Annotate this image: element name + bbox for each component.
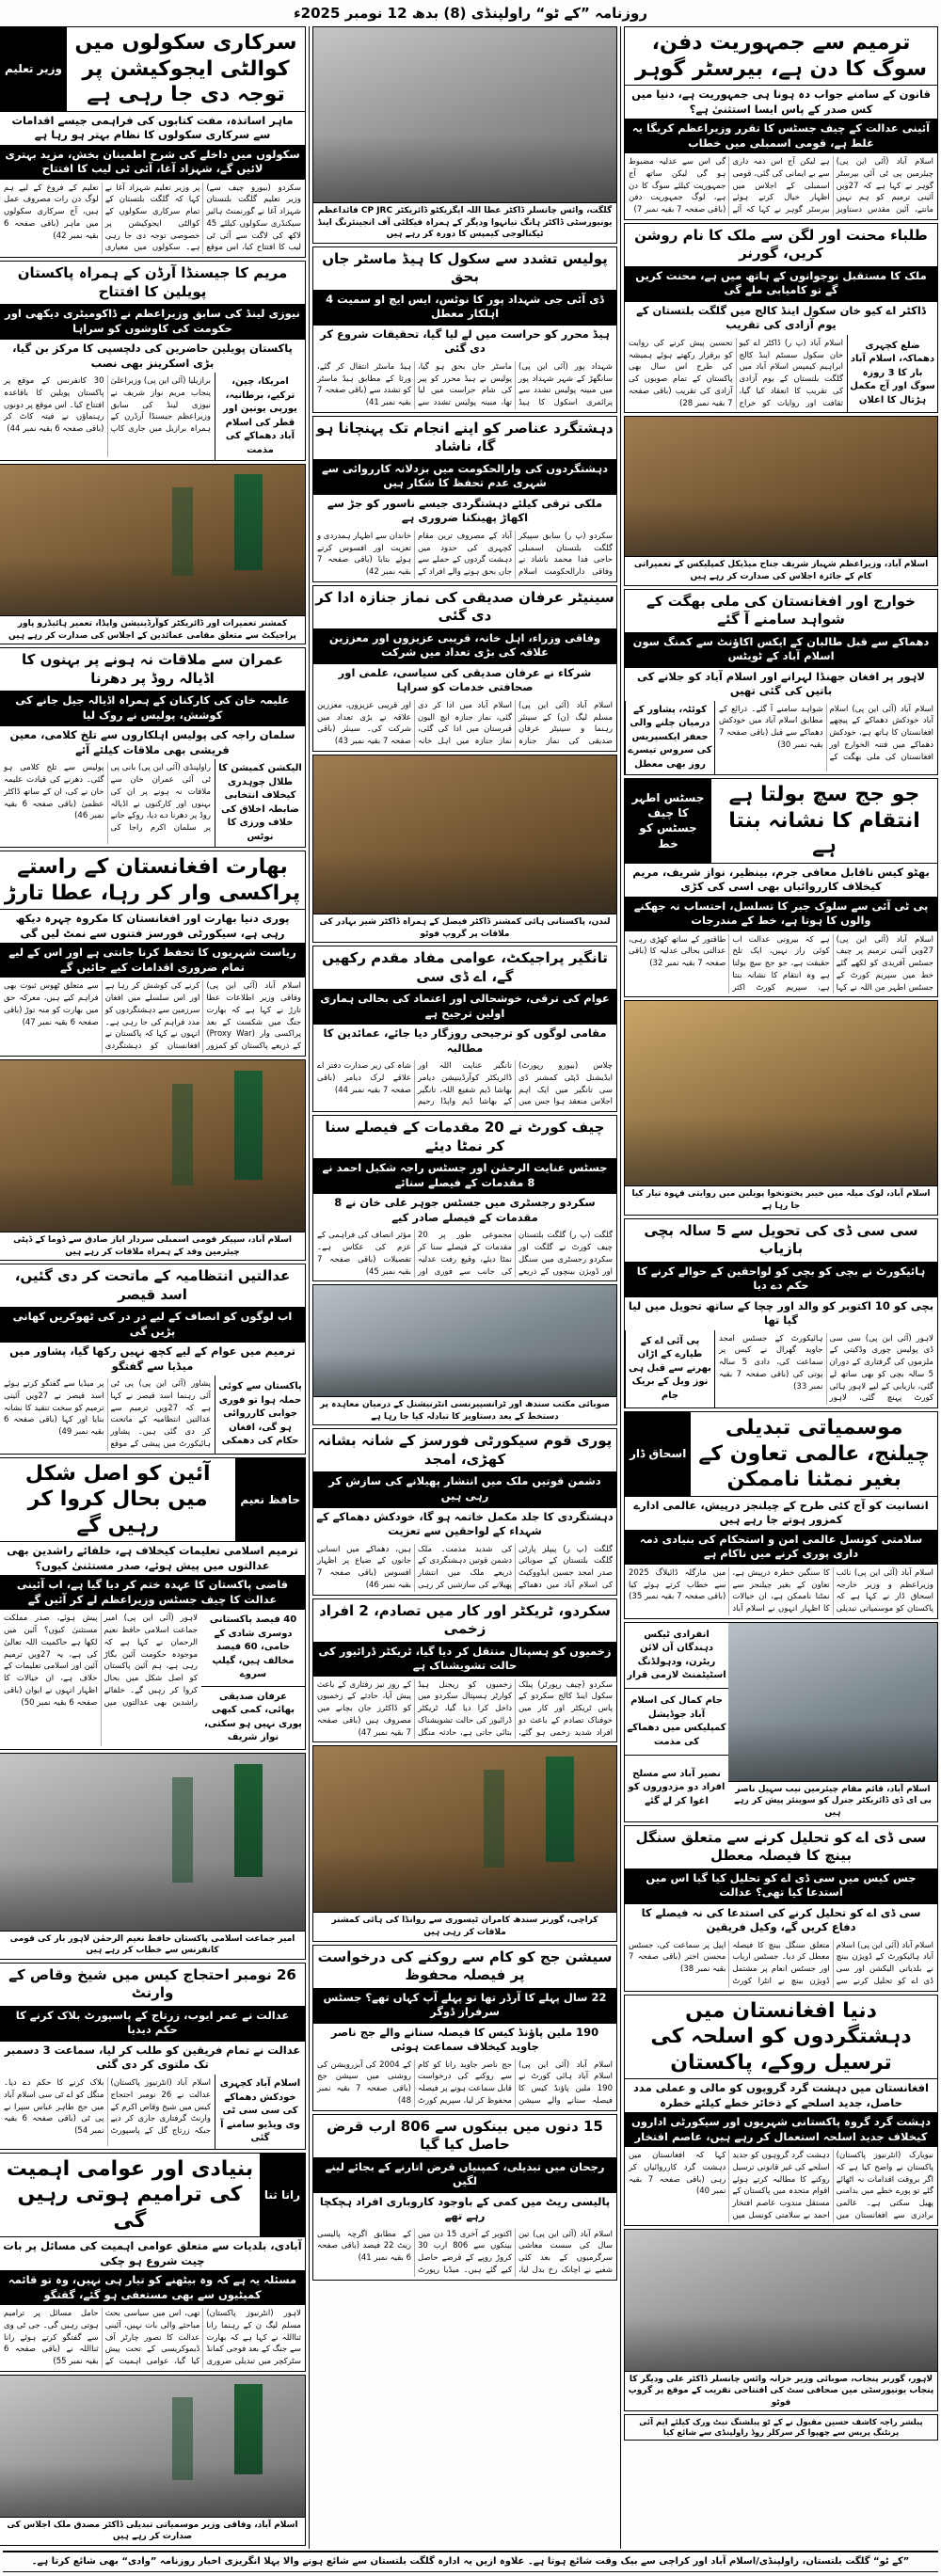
story-nashad-terrorism (312, 416, 617, 582)
subheadline: ڈاکٹر اے کیو خان سکول اینڈ کالج میں گلگت بلتستان کے یوم آزادی کی تقریب (625, 301, 937, 335)
photo-caption: گلگت، وائس چانسلر ڈاکٹر عطا اللہ ایگزیکٹو ڈائریکٹر CP JRC قائداعظم یونیورسٹی ڈاکٹر ہانگ تیانہوا ودیگر کے ہمراہ فیکلٹی آف انجینئرنگ اینڈ ٹیکنالوجی کیمپس کا دورہ کر رہے ہیں (313, 202, 616, 243)
masthead: روزنامہ ”کے ٹو“ راولپنڈی (8) بدھ 12 نومبر 2025ء (294, 5, 647, 22)
story-climate-ishaq-dar (624, 1411, 938, 1619)
black-strip: آئینی عدالت کے چیف جسٹس کا تقرر وزیراعظم کریگا یہ غلط ہے، قومی اسمبلی میں خطاب (625, 119, 937, 153)
headline: دہشتگرد عناصر کو اپنے انجام تک پہنچانا ہو گا، ناشاد (316, 419, 614, 455)
photo-gilgit-campus-visit (312, 26, 617, 244)
subheadline: مقامی لوگوں کو ترجیحی روزگار دیا جائے، عمائدین کا مطالبہ (313, 1024, 616, 1057)
body-text: گلگت (پ ر) گلگت بلتستان چیف کورٹ نے گلگت اور سکردو رجسٹری میں سنگل اور ڈویژن بینچوں کے ذریعے مجموعی طور پر 20 مقدمات کے فیصلے سنا کر نمٹا دیئے، وقیع رفت عدلیہ کی جانب سے فوری اور مؤثر انصاف کی فراہمی کے عزم کی عکاس ہے۔ تفصیلات (باقی صفحہ 7 بقیہ نمبر 45) (317, 1231, 613, 1277)
photo-governor-sindh-rwanda (312, 1745, 617, 1941)
photo-caption: اسلام آباد، وفاقی وزیر موسمیاتی تبدیلی ڈاکٹر مصدق ملک اجلاس کی صدارت کر رہے ہیں (0, 2517, 305, 2545)
photo-caption: امیر جماعت اسلامی پاکستان حافظ نعیم الرحمٰن لاہور بار کی قومی کانفرنس سے خطاب کر رہے ہیں (0, 1931, 305, 1959)
body-text: لاہور (آئی این پی) سی سی ڈی پولیس چوری وڈکیتی کے ملزموں کی گرفتاری کے دوران 5 سالہ بچی کو بھی ساتھ لے گئی، بازیابی کے لیے لاہور ہائی کورٹ پہنچ گئی، لاہور ہائیکورٹ کے جسٹس امجد جاوید گھرال نے کیس پر سماعت کی، دادی 5 سالہ پوتی کی (باقی صفحہ 7 بقیہ نمبر 33) (719, 1333, 933, 1404)
headline: تانگیر پراجیکٹ، عوامی مفاد مقدم رکھیں گے، اے ڈی سی (322, 949, 608, 985)
headline: طلباء محنت اور لگن سے ملک کا نام روشن کریں، گورنر (634, 226, 928, 262)
headline: عدالتیں انتظامیہ کے ماتحت کر دی گئیں، اسد قیصر (14, 1267, 291, 1303)
body-text: گلگت (پ ر) پیپلز پارٹی گلگت بلتستان کے صوبائی صدر امجد حسین ایڈووکیٹ کی اسلام آباد میں دھماکے کی شدید مذمت۔ ملک دشمن قوتیں دہشتگردی کے ذریعے ملک میں انتشار پھیلانے کی سازشیں کر رہی ہیں، دھماکے میں انسانی جانوں کے ضیاع پر اظہار افسوس (باقی صفحہ 7 بقیہ نمبر 46) (317, 1544, 613, 1590)
black-strip: دھماکے سے قبل طالبان کے ایکس اکاؤنٹ سے کمنگ سون اسلام آباد کے ٹویٹس (625, 632, 937, 667)
body-text: اسلام آباد (انٹرنیوز پاکستان) عدالت نے 26 نومبر احتجاج کیس میں شیخ وقاص اکرم کے وارنٹ گرفتاری جاری کر دیے جبکہ زرتاج گل کے پاسپورٹ بلاک کرنے کا حکم دے دیا۔ منگل کو اے ٹی سی اسلام آباد میں جج طاہر عباس سپرا نے پی ٹی (باقی صفحہ 6 بقیہ نمبر 54) (4, 2078, 211, 2136)
body-text: اسلام آباد (آئی این پی) مسلم لیگ (ن) کے سینئر رہنما و سینیٹر عرفان صدیقی کی نماز جنازہ اسلام آباد میں ادا کر دی گئی، نماز جنازہ ایچ الیون قبرستان میں ادا کی گئی، نماز جنازہ میں اہل خانہ اور قریبی عزیزوں، معززین علاقہ نے بڑی تعداد میں شرکت کی۔ سینئر (باقی صفحہ 7 بقیہ نمبر 43) (317, 700, 613, 747)
headline: دنیا افغانستان میں دہشتگردوں کو اسلحہ کی ترسیل روکے، پاکستان (650, 1998, 912, 2075)
black-strip: ہائیکورٹ نے بچی کو بچی کو لواحقین کے حوالے کرنے کا حکم دے دیا (625, 1262, 937, 1296)
story-maryam-jacinda-pavilion (0, 261, 306, 461)
story-quality-education (0, 26, 306, 258)
headline: پولیس تشدد سے سکول کا ہیڈ ماسٹر جاں بحق (322, 249, 608, 286)
headline: جو جج سچ بولتا ہے انتقام کا نشانہ بنتا ہے (728, 783, 920, 859)
photo-london-high-commissioner (312, 755, 617, 943)
headline: سکردو، ٹریکٹر اور کار میں تصادم، 2 افراد زخمی (319, 1601, 611, 1638)
body-text: راولپنڈی (آئی این پی) بانی پی ٹی آئی عمران خان سے ملاقات نہ ہونے پر ان کی بہنوں اور کارکنوں نے اڈیالہ روڈ پر دھرنا دے دیا، روکے جانے پر سلمان اکرم راجا کی پولیس سے تلخ کلامی ہو گئی۔ دھرنے کی قیادت علیمہ خان نے کی، ان کے ساتھ ڈاکٹر عظمیٰ (باقی صفحہ 6 بقیہ نمبر 46) (4, 763, 211, 834)
subheadline: قانون کے سامنے جواب دہ ہونا ہی جمہوریت ہے، دنیا میں کس صدر کے پاس ایسا استثنیٰ ہے؟ (625, 85, 937, 119)
subheadline: ہیڈ محرر کو حراست میں لے لیا گیا، تحقیقات شروع کر دی گئی (313, 325, 616, 358)
body-text: سکردو (پ ر) سابق سپیکر گلگت بلتستان اسمبلی حاجی فدا محمد ناشاد نے وفاقی دارالحکومت اسلام آباد کے مصروف ترین مقام کچہری کی حدود میں دہشت گردوں کے حملے سے جاں بحق ہونے والے افراد کے خاندان سے اظہار ہمدردی و تعزیت اور افسوس کرتے ہوئے بتایا (باقی صفحہ 7 بقیہ نمبر 42) (317, 531, 613, 578)
subheadline: پوری دنیا بھارت اور افغانستان کا مکروہ چہرہ دیکھ رہی ہے، سیکورٹی فورسز فتنوں سے نمٹ لیں گی (0, 909, 305, 943)
headline: 26 نومبر احتجاج کیس میں شیخ وقاص کے وارنٹ (8, 1965, 296, 2002)
photo-placeholder (0, 1754, 305, 1931)
photo-caption: اسلام آباد، وزیراعظم شہباز شریف جناح میڈیکل کمپلیکس کے تعمیراتی کام کے جائزہ اجلاس کی صدارت کر رہے ہیں (625, 556, 937, 584)
black-strip: عوام کی ترقی، خوشحالی اور اعتماد کی بحالی ہماری اولین ترجیح ہے (313, 989, 616, 1024)
photo-placeholder (313, 1285, 616, 1396)
column-rule (309, 26, 310, 2549)
mini-headline-nawaz-siddiqui: عرفان صدیقی بھائی، کمی کبھی پوری نہیں ہو سکتی، نواز شریف (204, 1691, 302, 1743)
story-tangir-project (312, 946, 617, 1112)
subheadline: لاہور پر افغان جھنڈا لہرانے اور اسلام آباد کو جلانے کی باتیں کی گئی تھیں (625, 667, 937, 701)
column-left (0, 26, 306, 2549)
headline: سی سی ڈی کی تحویل سے 5 سالہ بچی بازیاب (644, 1221, 918, 1258)
black-strip: جسٹس عنایت الرحمٰن اور جسٹس راجہ شکیل احمد نے 8 مقدمات کے فیصلے سنائے (313, 1158, 616, 1193)
photo-mou-exchange (312, 1284, 617, 1425)
photo-wapda-jirga-meeting (0, 464, 306, 644)
story-amjad-security-forces (312, 1428, 617, 1595)
badge-rana-sana: رانا ثنا (260, 2154, 305, 2237)
black-strip: وفاقی وزراء، اہل خانہ، قریبی عزیزوں اور معززین علاقہ کی بڑی تعداد میں شرکت (313, 628, 616, 663)
photo-folk-festival-qahwa (624, 1000, 938, 1215)
story-session-judge-decision (312, 1945, 617, 2111)
story-india-proxy-war-banner (0, 851, 306, 1057)
photo-caption: اسلام آباد، لوک میلہ میں خیبر پختونخوا پویلین میں روایتی قہوہ تیار کیا جا رہا ہے (625, 1185, 937, 1214)
black-strip: قاضی پاکستان کا عہدہ ختم کر دیا گیا ہے، اب آئینی عدالت کا چیف جسٹس وزیراعظم لے کر آئیں گے (0, 1575, 305, 1610)
mini-headline-afghan-threat: پاکستان سے کوئی حملہ ہوا تو فوری جوابی کارروائی ہو گی، افغان حکام کی دھمکی (215, 1375, 305, 1454)
story-806-billion-loans (312, 2114, 617, 2281)
body-text: اسلام آباد (آئی این پی) چیئرمین پی ٹی آئی بیرسٹر گوہر نے کہا ہے کہ 27ویں آئینی ترمیم کو ہم نہیں مانتے، آئین مقدس دستاویز ہے لیکن آج اس ذمہ داری سے بے ایمانی کی گئی، قومی اسمبلی کے اجلاس میں اظہار خیال کرتے ہوئے بیرسٹر گوہر نے کہا کہ آئے گی اس سے عدلیہ مضبوط ہو گی لیکن ساتھ آج جمہوریت کیلئے سوگ کا دن ہے، لوگ جمہوریت دفن (باقی صفحہ 7 بقیہ نمبر 7) (629, 157, 933, 215)
black-strip: زخمیوں کو ہسپتال منتقل کر دیا گیا، ٹریکٹر ڈرائیور کی حالت تشویشناک ہے (313, 1642, 616, 1677)
story-asad-qaiser-courts (0, 1264, 306, 1455)
mini-headline-naseerabad-abduction: نصیر آباد سے مسلح افراد دو مزدوروں کو اغوا کر لے گئے (628, 1768, 726, 1806)
body-text: شہداد پور (آئی این پی) سانگھڑ کے شہر شہداد پور میں مبینہ پولیس تشدد سے پرائمری اسکول کا ہیڈ ماسٹر جاں بحق ہو گیا، پولیس نے ہیڈ محرر کو پیر کی شام حراست میں لیا تھا، مبینہ پولیس تشدد سے ہیڈ ماسٹر انتقال کر گئے، ورثا کے مطابق ہیڈ ماسٹر کو تشدد سے (باقی صفحہ 7 بقیہ نمبر 41) (317, 361, 613, 408)
photo-caption: کمشنر تعمیرات اور ڈائریکٹر کوآرڈینیشن واپڈا، تعمیر ہائیڈرو پاور پراجیکٹ سے متعلق مقامی عمائدین کے اجلاس کی صدارت کر رہے ہیں (0, 615, 305, 644)
subheadline: آبادی، بلدیات سے متعلق عوامی اہمیت کی مسائل پر بات چیت شروع ہو چکی (0, 2236, 305, 2270)
black-strip: عدالت نے عمر ایوب، زرتاج کے پاسپورٹ بلاک کرنے کا حکم دیدیا (0, 2006, 305, 2041)
mini-headline-pia-brakes: پی آئی اے کے طیارے کے اڑان بھرنے سے قبل ہی نوز ویل کے بریک جام (625, 1330, 715, 1408)
story-ccd-girl-recovered (624, 1218, 938, 1409)
black-strip: رجحان میں تبدیلی، کمپنیاں قرض اتارنے کے بجائے لینے لگیں (313, 2157, 616, 2192)
photo-caption: اسلام آباد، سپیکر قومی اسمبلی سردار ایاز صادق سے ڈوما کے ڈپٹی چیئرمین وفد کے ہمراہ ملاقات کر رہے ہیں (0, 1232, 305, 1260)
photo-musadik-malik-meeting (0, 2375, 306, 2546)
photo-placeholder (0, 465, 305, 615)
story-headmaster-police-violence (312, 246, 617, 413)
body-text: اسلام آباد (آئی این پی) اسلام آباد ہائیکورٹ کے ڈویژن بینچ نے بلدیاتی الیکشن اور سی ڈی اے کو تحلیل کرنے سے متعلق سنگل بینچ کا فیصلہ معطل کر دیا۔ جسٹس ارباب اور جسٹس انعام پر مشتمل ڈویژن بینچ نے انٹرا کورٹ اپیل پر سماعت کی، جسٹس محسن اختر (باقی صفحہ 7 بقیہ نمبر 38) (629, 1940, 933, 1986)
story-adiala-road-sitin (0, 647, 306, 848)
mini-headline-ecp-talal-notice: الیکشن کمیشن کا طلال چوہدری کیخلاف انتخابی ضابطہ اخلاق کی خلاف ورزی کا نوٹس (215, 759, 305, 847)
photo-placeholder (313, 755, 616, 914)
black-strip: 22 سال پہلے کا آرڈر تھا تو پہلے آپ کہاں تھے؟ جسٹس سرفراز ڈوگر (313, 1988, 616, 2023)
subheadline: انسانیت کو آج کئی طرح کے چیلنجز درپیش، عالمی ادارے کمزور ہوتے جا رہے ہیں (625, 1496, 937, 1530)
body-text: پشاور (آئی این پی) پی ٹی آئی رہنما اسد قیصر نے کہا ہے کہ 27ویں ترمیم سے عدالتیں انتظامیہ کے ماتحت کر دی گئی ہیں۔ پشاور ہائیکورٹ میں پیشی کے موقع پر میڈیا سے گفتگو کرتے ہوئے اسد قیصر نے 27ویں آئینی ترمیم کو سخت تنقید کا نشانہ بنایا اور کہا (باقی صفحہ 6 بقیہ نمبر 49) (4, 1379, 211, 1449)
headline: بنیادی اور عوامی اہمیت کی ترامیم ہوتی رہیں گی (6, 2156, 254, 2233)
black-strip: سکولوں میں داخلے کی شرح اطمینان بخش، مزید بہتری لائیں گے، شہزاد آغا، آئی ٹی لیب کا افتتاح (0, 145, 305, 180)
subheadline: عدالت نے تمام فریقین کو طلب کر لیا، سماعت 3 دسمبر تک ملتوی کر دی گئی (0, 2041, 305, 2075)
mini-headline-jaffar-express: کوئٹہ، پشاور کے درمیان چلنے والی جعفر ایکسپریس کی سروس تیسرے روز بھی معطل (625, 701, 715, 775)
body-text: اسلام آباد (آئی این پی) اسلام آباد ہائی کورٹ نے 190 ملین پاؤنڈ کیس کا فیصلہ سنانے والے سیشن جج ناصر جاوید رانا کو کام سے روکنے کی درخواست قابل سماعت ہونے پر فیصلہ محفوظ کر لیا، سپریم کورٹ کے 2004 کی آبزرویشن کی روشنی میں سیشن جج (باقی صفحہ 7 بقیہ نمبر 48) (317, 2059, 613, 2106)
headline: چیف کورٹ نے 20 مقدمات کے فیصلے سنا کر نمٹا دیئے (325, 1119, 605, 1154)
mini-headline-cctv-video: اسلام آباد کچہری خودکش دھماکے کی سی سی ٹی وی ویڈیو سامنے آ گئی (215, 2075, 305, 2149)
headline: ترمیم سے جمہوریت دفن، سوگ کا دن ہے، بیرسٹر گوہر (635, 31, 927, 81)
mini-column (201, 1610, 305, 1749)
badge-education-minister: وزیر تعلیم (0, 27, 67, 111)
headline: بھارت افغانستان کے راستے پراکسی وار کر رہا، عطا تارڑ (4, 855, 301, 905)
black-strip: دشمن قوتیں ملک میں انتشار پھیلانے کی سازش کر رہی ہیں (313, 1471, 616, 1506)
photo-caption: کراچی، گورنر سندھ کامران ٹیسوری سے روانڈا کی ہائی کمشنر ملاقات کر رہی ہیں (313, 1912, 616, 1940)
story-cda-single-bench (624, 1825, 938, 1992)
mini-headline-blast-condemnation: امریکا، چین، ترکیے، برطانیہ، یورپی یونین اور قطر کی اسلام آباد دھماکے کی مذمت (215, 373, 305, 460)
subheadline: بھٹو کیس ناقابل معافی جرم، بینظیر، نواز شریف، مریم کیخلاف کارروائیاں بھی اسی کی کڑی (625, 863, 937, 897)
column-right (624, 26, 938, 2443)
footer-imprint-line: ”کے ٹو“ گلگت بلتستان، راولپنڈی/اسلام آباد اور کراچی سے بیک وقت شائع ہوتا ہے۔ علاوہ ازیں یہ ادارہ گلگت بلتستان سے شائع ہونے والا پہلا انگریزی اخبار روزنامہ ”وادی“ بھی شائع کرتا ہے۔ (3, 2551, 938, 2572)
body-text: نیویارک (انٹرنیوز پاکستان) پاکستان نے واضح کیا ہے کہ اگر بروقت اقدامات نہ اٹھائے گئے تو پورے خطے میں بدامنی پھیل سکتی ہے۔ عالمی برادری سے افغانستان میں دہشت گرد گروہوں کو جدید اسلحے کی غیر قانونی ترسیل روکنے کا مطالبہ کرتے ہوئے اقوام متحدہ میں پاکستان کے مستقل مندوب عاصم افتخار احمد نے سلامتی کونسل میں کہا کہ افغانستان میں دہشت گرد کارروائیاں کر رہی (باقی صفحہ 7 بقیہ نمبر 40) (629, 2151, 933, 2220)
body-text: اسلام آباد (آئی این پی) اسلام آباد خودکش دھماکے کے پیچھے افغانستان کا ہاتھ ہے، خودکش دھماکے میں فتنہ الخوارج اور افغانستان کی ملی بھگت کے شواہد سامنے آ گئے۔ ذرائع کے مطابق اسلام آباد میں خودکش دھماکے سے قبل (باقی صفحہ 7 بقیہ نمبر 30) (719, 704, 933, 762)
photo-nab-souvenir (728, 1623, 937, 1821)
column-center (312, 26, 617, 2283)
publisher-line: پبلشر راجہ کاشف حسین مقبول نے کے ٹو پبلشنگ نیٹ ورک کیلئے ایم آئی پرنٹنگ پریس سے چھپوا کر سرکلر روڈ راولپنڈی سے شائع کیا (624, 2414, 938, 2441)
mini-headline-jam-kamal: جام کمال کی اسلام آباد جوڈیشل کمپلیکس میں دھماکے کی مذمت (625, 1689, 728, 1756)
subheadline: ترمیم اسلامی تعلیمات کیخلاف ہے، خلفائے راشدین بھی عدالتوں میں پیش ہوئے، صدر مستثنیٰ کیوں؟ (0, 1541, 305, 1575)
headline: سیشن جج کو کام سے روکنے کی درخواست پر فیصلہ محفوظ (317, 1948, 613, 1983)
subheadline: پالیسی ریٹ میں کمی کے باوجود کاروباری افراد ہچکچا رہے تھے (313, 2192, 616, 2226)
photo-nab-souvenir-with-minis (624, 1622, 938, 1822)
story-irfan-siddiqui-funeral (312, 585, 617, 752)
story-sheikh-waqas-warrants (0, 1963, 306, 2150)
column-rule (620, 26, 621, 2549)
subheadline: ترمیم میں عوام کے لیے کچھ نہیں رکھا گیا، پشاور میں میڈیا سے گفتگو (0, 1342, 305, 1375)
mini-headline-fbr-returns: انفرادی ٹیکس دہندگان آن لائن ریٹرن، ودہولڈنگ اسٹیٹمنٹ لازمی قرار (625, 1623, 728, 1690)
black-strip: پی ٹی آئی سے سلوک جبر کا تسلسل، احتساب نہ جھکنے والوں کا ہوتا ہے، خط کے مندرجات (625, 897, 937, 931)
story-chief-court-20-cases (312, 1115, 617, 1281)
black-strip: ڈی آئی جی شہداد پور کا نوٹس، ایس ایچ او سمیت 4 اہلکار معطل (313, 290, 616, 325)
story-skardu-tractor-collision (312, 1598, 617, 1743)
black-strip: جس کیس میں سی ڈی اے کو تحلیل کیا گیا اس میں استدعا کیا تھی؟ عدالت (625, 1868, 937, 1903)
subheadline: سلمان راجہ کی پولیس اہلکاروں سے تلخ کلامی، معین قریشی بھی ملاقات کیلئے آئے (0, 725, 305, 759)
black-strip: مسئلہ یہ ہے کہ وہ بیٹھنے کو تیار ہی نہیں، وہ تو قائمہ کمیٹیوں سے بھی مستعفی ہو گئے، گفتگو (0, 2270, 305, 2305)
mini-headline-kachehri-strike: ضلع کچہری دھماکہ، اسلام آباد بار کا 3 روزہ سوگ اور آج مکمل ہڑتال کا اعلان (847, 335, 937, 413)
body-text: سکردو (چیف رپورٹر) پبلک سکول اینڈ کالج سکردو کے پاس ٹریکٹر اور کار میں خوفناک تصادم کے باعث دو افراد شدید زخمی ہو گئے، زخمیوں کو ریجنل ہیڈ کوارٹر ہسپتال سکردو میں داخل کرا دیا گیا، ٹریکٹر ڈرائیور کی حالت تشویشناک بتائی جاتی ہے، حادثہ منگل کے روز تیز رفتاری کے باعث پیش آیا، حادثے کے زخمیوں کو ڈاکٹرز جان بچانے میں مصروف ہیں (باقی صفحہ 7 بقیہ نمبر 47) (317, 1679, 613, 1738)
subheadline: ملکی ترقی کیلئے دہشتگردی جیسے ناسور کو جڑ سے اکھاڑ پھینکنا ضروری ہے (313, 494, 616, 528)
body-text: اسلام آباد (آئی این پی) وفاقی وزیر اطلاعات عطا تارڑ نے کہا ہے کہ بھارت جنگ میں شکست کے بعد پراکسی وار (Proxy War) کے ذریعے پاکستان کو کمزور کرنے کی کوشش کر رہا ہے اور اس سلسلے میں افغان سرزمین سے دہشتگردوں کو مدد فراہم کی جا رہی ہے۔ انہوں نے کہا کہ پاکستان نے افغانستان کو دہشتگردی سے متعلق ٹھوس ثبوت بھی فراہم کیے ہیں، معرکہ حق میں بھارت کو منہ توڑ (باقی صفحہ 6 بقیہ نمبر 47) (4, 981, 301, 1052)
badge-ishaq-dar: اسحاق ڈار (625, 1412, 691, 1496)
headline: خوارج اور افغانستان کی ملی بھگت کے شواہد سامنے آ گئے (646, 592, 916, 628)
headline: سرکاری سکولوں میں کوالٹی ایجوکیشن پر توجہ دی جا رہی ہے (74, 31, 297, 106)
subheadline: پاکستان پویلین حاضرین کی دلچسپی کا مرکز بن گیا، بڑی اسکرینز بھی نصب (0, 339, 305, 373)
body-text: سکردو (بیورو چیف سے) وزیر تعلیم گلگت بلتستان شہزاد آغا نے گورنمنٹ ہائیر سیکنڈری سکولوں کیلئے 45 لاکھ کی لاگت سے آئی ٹی لیب کا افتتاح کیا، اس موقع پر وزیر تعلیم شہزاد آغا نے کہا کہ گلگت بلتستان کے تمام سرکاری سکولوں کے کوالٹی ایجوکیشن پر خصوصی توجہ دی جا رہی ہے۔ سکولوں میں معیاری تعلیم کے فروغ کے لیے ہم لوگ دن رات مصروف عمل ہیں، آج سرکاری سکولوں میں ماہر (باقی صفحہ 6 بقیہ نمبر 42) (4, 183, 301, 253)
black-strip: دہشتگردوں کی وارالحکومت میں بزدلانہ کارروائی سے شہری عدم تحفظ کا شکار ہیں (313, 459, 616, 494)
photo-speaker-duma-delegation (0, 1059, 306, 1261)
photo-placeholder (728, 1623, 937, 1781)
subheadline: دہشتگردی کا جلد مکمل خاتمہ ہو گا، خودکش دھماکے کے شہداء کے لواحقین سے تعزیت (313, 1507, 616, 1541)
story-un-arms-afghanistan (624, 1995, 938, 2226)
body-text: لاہور (انٹرنیوز پاکستان) مسلم لیگ ن کے رہنما رانا ثنااللہ نے کہا ہے کہ بھارت سے جنگ کے بعد فوجی کمانڈ سٹرکچر میں تبدیلی ضروری تھی، اس میں سیاسی بحث مباحثے والی بات نہیں، آئینی عدالت کا تصور چارٹر آف ڈیموکریسی کے تحت پیش کیا گیا، عوامی اہمیت کے حامل مسائل پر ترامیم ہوتی رہیں گی۔ جی ٹی وی سے گفتگو کرتے ہوئے رانا ثنااللہ نے (باقی صفحہ 6 بقیہ نمبر 55) (4, 2309, 301, 2367)
black-strip: اب لوگوں کو انصاف کے لیے در در کی ٹھوکریں کھانی پڑیں گی (0, 1307, 305, 1342)
photo-placeholder (625, 417, 937, 556)
black-strip: ملک کا مستقبل نوجوانوں کے ہاتھ میں ہے، محنت کریں گے تو کامیابی ملے گی (625, 266, 937, 301)
headline: آئین کو اصل شکل میں بحال کروا کر رہیں گے (24, 1461, 211, 1537)
subheadline: 190 ملین پاؤنڈ کیس کا فیصلہ سنانے والے جج ناصر جاوید کیخلاف سماعت ہوئی (313, 2023, 616, 2057)
badge-justice-athar: جسٹس اطہر کا چیف جسٹس کو خط (625, 779, 711, 863)
body-text: چلاس (بیورو رپورٹ) ایڈیشنل ڈپٹی کمشنر ڈی سی تانگیر میں ایک اہم اجلاس منعقد ہوا جس میں تانگیر عنایت اللہ اور ڈائریکٹر کوآرڈینیشن دیامر بھاشا ڈیم شفیع اللہ، تانگیر کے بھاشا ڈیم واپڈا رحیم شاہ کی زیر صدارت دفتر اے علاقے لرک دیامر (باقی صفحہ 7 بقیہ نمبر 44) (317, 1061, 613, 1107)
badge-hafiz-naeem: حافظ نعیم (235, 1458, 305, 1542)
photo-hafiz-naeem-press-conference (0, 1753, 306, 1960)
subheadline: افغانستان میں دہشت گرد گروپوں کو مالی و عملی مدد حاصل، جدید اسلحے کے ذخائر خطے کیلئے خطرہ (625, 2078, 937, 2112)
body-text: لاہور (آئی این پی) امیر جماعت اسلامی حافظ نعیم الرحمان نے کہا ہے کہ موجودہ حکومت آئین بگاڑ رہی ہے، ہم آئین پاکستان کو اصل شکل میں بحال کروا کر رہیں گے۔ خلفائے راشدین بھی عدالتوں میں پیش ہوئے، صدر مملکت مستثنیٰ کیوں؟ آئین میں لکھا ہے حاکمیت اللہ تعالیٰ کی ہے، یہ 27ویں ترمیم آئین اور اسلامی تعلیمات کے خلاف ہے، ان خیالات کا اظہار انہوں نے ایوان (باقی صفحہ 6 بقیہ نمبر 50) (4, 1614, 198, 1708)
headline: سی ڈی اے کو تحلیل کرنے سے متعلق سنگل بینچ کا فیصلہ معطل (635, 1828, 927, 1865)
mini-headline-gallup-survey: 40 فیصد پاکستانی دوسری شادی کے حامی، 60 فیصد مخالف ہیں، گیلپ سروے (201, 1610, 305, 1687)
photo-caption: لندن، پاکستانی ہائی کمشنر ڈاکٹر فیصل کے ہمراہ ڈاکٹر شیر بہادر کی ملاقات پر گروپ فوٹو (313, 914, 616, 942)
subheadline: سکردو رجسٹری میں جسٹس جوہر علی خان نے 8 مقدمات کے فیصلے صادر کیے (313, 1193, 616, 1227)
story-governor-students (624, 223, 938, 414)
photo-caption: لاہور، گورنر پنجاب، صوبائی وزیر خزانہ وائس چانسلر ڈاکٹر علی ودیگر کا پنجاب یونیورسٹی میں صحافی سٹ کی افتتاحی تقریب کے موقع پر گروپ فوٹو (625, 2371, 937, 2411)
subheadline: بچی کو 10 اکتوبر کو والد اور چچا کے ساتھ تحویل میں لیا گیا تھا (625, 1296, 937, 1330)
body-text: اسلام آباد (آئی این پی) نائب وزیراعظم و وزیر خارجہ اسحاق ڈار نے کہا ہے کہ پاکستان کو موسمیاتی تبدیلی کا سنگین خطرہ درپیش ہے، تعاون کے بغیر چیلنجز سے نمٹنا ناممکن ہے، ان خیالات کا اظہار انہوں نے اسلام آباد میں مارگلہ ڈائیلاگ 2025 سے خطاب کرتے ہوئے کیا (باقی صفحہ 7 بقیہ نمبر 35) (629, 1567, 933, 1614)
columns-wrapper (3, 26, 938, 2549)
black-strip: علیمہ خان کی کارکنان کے ہمراہ اڈیالہ جیل جانے کی کوشش، پولیس نے روک لیا (0, 691, 305, 725)
photo-placeholder (313, 27, 616, 202)
headline: 15 دنوں میں بینکوں سے 806 ارب قرض حاصل کیا گیا (327, 2117, 603, 2154)
photo-placeholder (625, 1001, 937, 1185)
subheadline: شرکاء نے عرفان صدیقی کی سیاسی، علمی اور صحافتی خدمات کو سراہا (313, 663, 616, 697)
body-text: برازیلیا (آئی این پی) وزیراعلیٰ پنجاب مریم نواز شریف نے نیوزی لینڈ کی سابق وزیراعظم جیسنڈا آرڈرن کے ہمراہ برازیل میں جاری کاپ 30 کانفرنس کے موقع پر پاکستان پویلین کا باقاعدہ افتتاح کیا۔ اس موقع پر دونوں رہنماؤں نے فیتہ کاٹ کر (باقی صفحہ 6 بقیہ نمبر 44) (4, 376, 211, 435)
headline: موسمیاتی تبدیلی چیلنج، عالمی تعاون کے بغیر نمٹنا ناممکن (698, 1416, 930, 1492)
mini-column (625, 1623, 728, 1821)
black-strip: سلامتی کونسل عالمی امن و استحکام کی بنیادی ذمہ داری پوری کرنے میں ناکام ہے (625, 1530, 937, 1565)
story-hafiz-naeem-constitution (0, 1457, 306, 1750)
black-strip: دہشت گرد گروہ پاکستانی شہریوں اور سیکورٹی اداروں کیخلاف جدید اسلحہ استعمال کر رہے ہیں، عاصم افتخار (625, 2112, 937, 2147)
photo-pm-shehbaz-meeting (624, 416, 938, 585)
story-khawarij-evidence (624, 589, 938, 776)
black-strip: نیوزی لینڈ کی سابق وزیراعظم نے ڈاکومیٹری دیکھی اور حکومت کی کاوشوں کو سراہا (0, 304, 305, 339)
body-text: اسلام آباد (آئی این پی) تین سال کی سست معاشی سرگرمیوں کے بعد کئی شعبے نے اچانک رخ بدل لیا، اکتوبر کے آخری 15 دن میں بینکوں سے 806 ارب 30 کروڑ روپے کے قرضے حاصل کیے گئے ہیں۔ میڈیا رپورٹ کے مطابق اگرچہ پالیسی ریٹ 22 فیصد (باقی صفحہ 6 بقیہ نمبر 41) (317, 2229, 613, 2275)
story-rana-sana-amendments (0, 2153, 306, 2372)
black-strip: ریاست شہریوں کا تحفظ کرنا جانتی ہے اور اس کے لیے تمام ضروری اقدامات کیے جائیں گے (0, 943, 305, 978)
headline: سینیٹر عرفان صدیقی کی نماز جنازہ ادا کر دی گئی (315, 588, 614, 625)
headline: پوری قوم سیکورٹی فورسز کے شانہ بشانہ کھڑی، امجد (317, 1432, 613, 1468)
photo-placeholder (0, 1060, 305, 1232)
photo-placeholder (625, 2230, 937, 2371)
photo-caption: اسلام آباد، قائم مقام چیئرمین نیب سہیل ناصر بی ای ڈی ڈائریکٹر جنرل کو سوینئر پیش کر رہے ہیں (728, 1781, 937, 1821)
photo-caption: صوبائی مکتب سندھ اور ٹرانسپیرنسی انٹرنیشنل کے درمیان معاہدہ پر دستخط کے بعد دستاویز کا تبادلہ کیا جا رہا ہے (313, 1396, 616, 1424)
photo-placeholder (313, 1746, 616, 1912)
headline: عمران سے ملاقات نہ ہونے پر بہنوں کا اڈیالہ روڈ پر دھرنا (22, 651, 283, 687)
story-gohar-amendment (624, 26, 938, 220)
subheadline: سی ڈی اے کو تحلیل کرنے کی استدعا کی نہ فیصلے کا دفاع کریں گے، وکیل فریقین (625, 1903, 937, 1937)
story-justice-athar-letter (624, 778, 938, 997)
photo-punjab-university-group (624, 2229, 938, 2412)
body-text: اسلام آباد (پ ر) ڈاکٹر اے کیو خان سکول سسٹم اینڈ کالج ابراہیم کیمپس اسلام آباد میں گلگت بلتستان کے یوم آزادی کی تقریب کا انعقاد کیا گیا، ثقافت اور روایات کو خراج تحسین پیش کرنے کی روایت کو برقرار رکھتے ہوئے ہمیشہ کی طرح اس سال بھی پاکستان کے تمام صوبوں کی آزادی کی تقریب (باقی صفحہ 7 بقیہ نمبر 28) (629, 338, 843, 408)
headline: مریم کا جیسنڈا آرڈن کے ہمراہ پاکستان پویلین کا افتتاح (17, 264, 288, 300)
subheadline: ماہر اساتذہ، مفت کتابوں کی فراہمی جیسے اقدامات سے سرکاری سکولوں کا نظام بہتر ہو رہا ہے (0, 111, 305, 145)
body-text: اسلام آباد (آئی این پی) 27ویں آئینی ترمیم پر چیف جسٹس آفریدی کو لکھے گئے خط میں سپریم کورٹ کے جسٹس اطہر من اللہ نے کہا ہے کہ بیرونی عدالت اب کوئی راز نہیں، ایک تلخ حقیقت ہے، جو جج سچ بولتا ہے وہ انتقام کا نشانہ بنتا ہے، سپریم کورٹ اکثر طاقتور کے ساتھ کھڑی رہی، عدالتی بحالی عدلیہ کا (باقی صفحہ 7 بقیہ نمبر 32) (629, 934, 933, 993)
photo-placeholder (0, 2376, 305, 2517)
